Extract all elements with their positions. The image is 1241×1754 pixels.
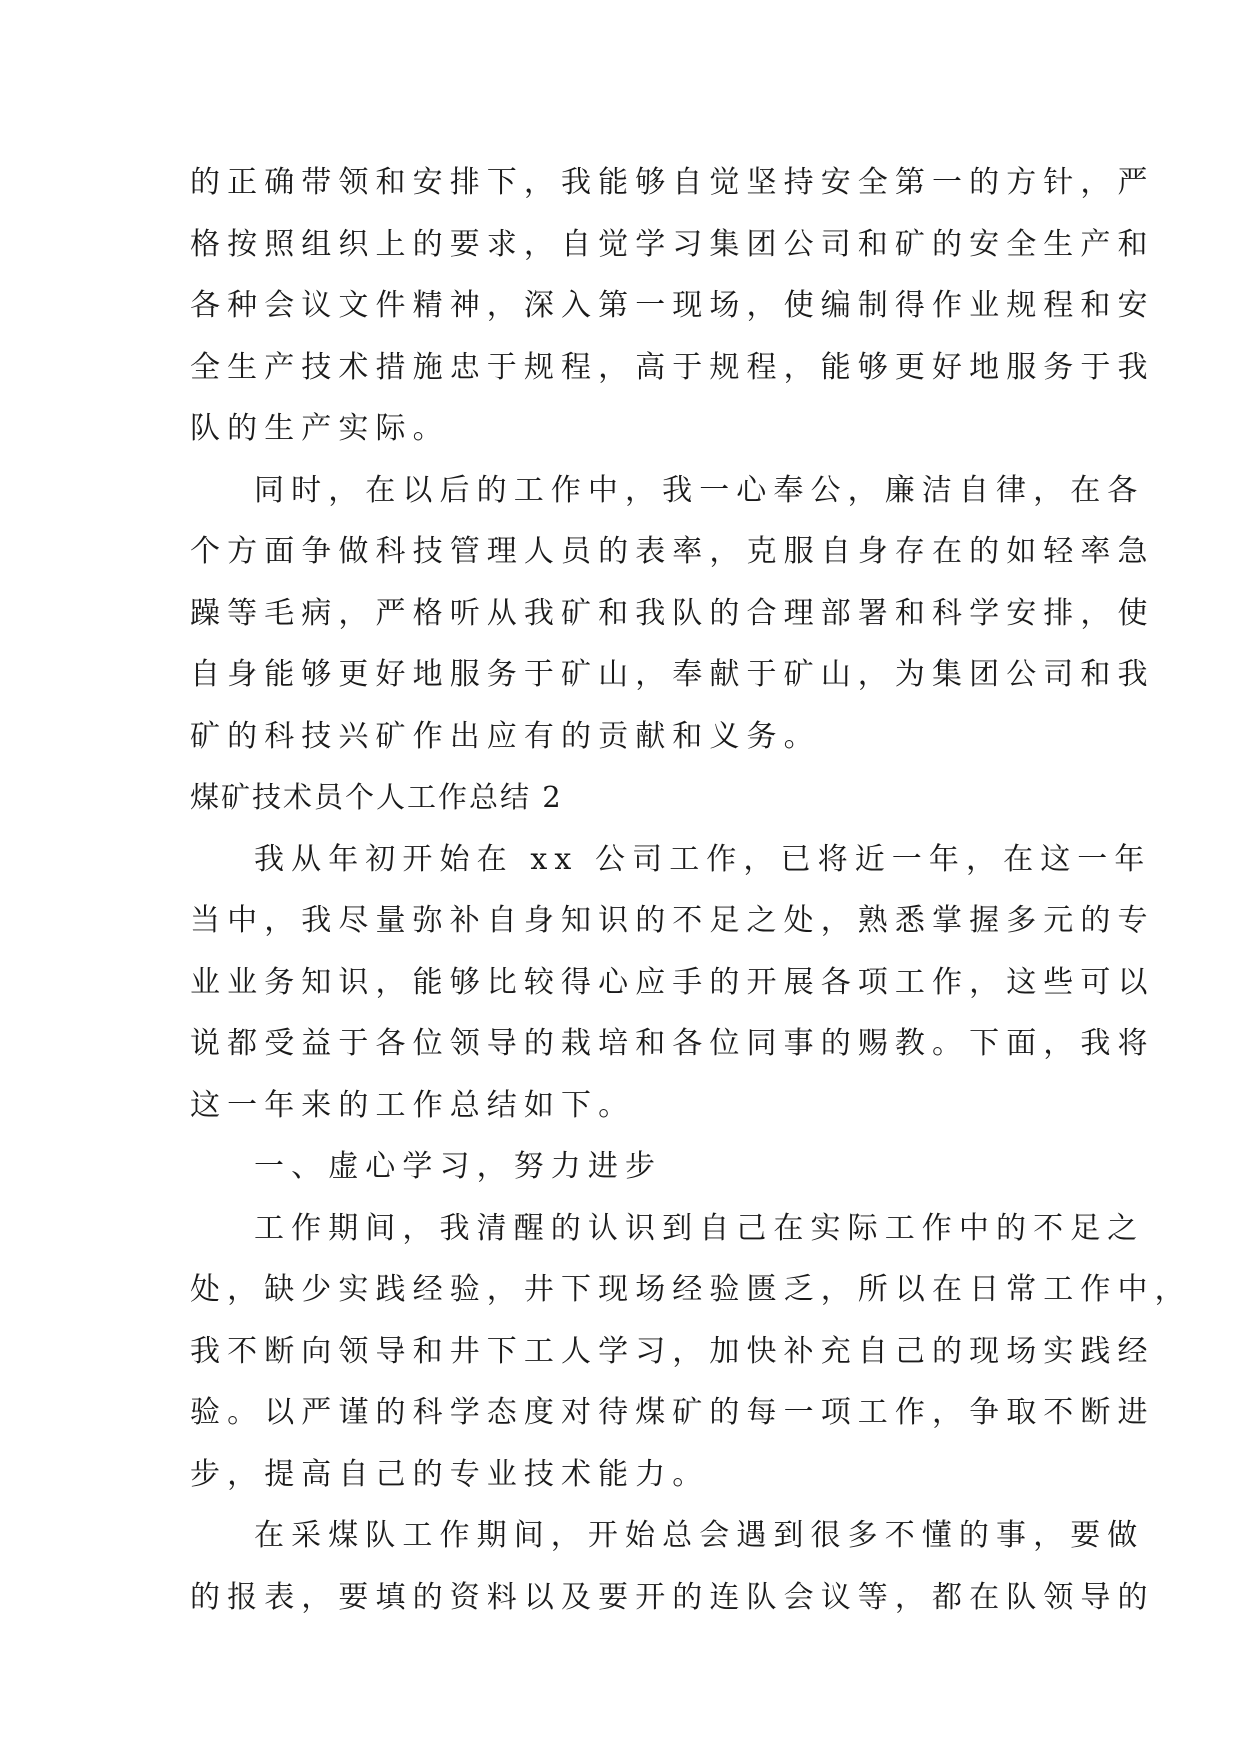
text-line: 业业务知识，能够比较得心应手的开展各项工作，这些可以 [190, 964, 1155, 1000]
text-line: 在采煤队工作期间，开始总会遇到很多不懂的事，要做 [254, 1518, 1145, 1553]
text-line: 队的生产实际。 [190, 411, 450, 446]
text-line: 处，缺少实践经验，井下现场经验匮乏，所以在日常工作中， [190, 1272, 1192, 1307]
text-line: 当中，我尽量弥补自身知识的不足之处，熟悉掌握多元的专 [190, 903, 1155, 938]
text-line: 我不断向领导和井下工人学习，加快补充自己的现场实践经 [190, 1333, 1155, 1369]
text-line: 同时，在以后的工作中，我一心奉公，廉洁自律，在各 [254, 472, 1145, 508]
text-line: 各种会议文件精神，深入第一现场，使编制得作业规程和安 [190, 288, 1155, 323]
text-line: 的报表，要填的资料以及要开的连队会议等，都在队领导的 [190, 1579, 1155, 1615]
text-line: 个方面争做科技管理人员的表率，克服自身存在的如轻率急 [190, 534, 1155, 569]
text-line: 步，提高自己的专业技术能力。 [190, 1456, 710, 1492]
text-line: 格按照组织上的要求，自觉学习集团公司和矿的安全生产和 [190, 226, 1155, 262]
text-line: 的正确带领和安排下，我能够自觉坚持安全第一的方针，严 [190, 165, 1155, 200]
document-page [190, 152, 1192, 1628]
text-line: 矿的科技兴矿作出应有的贡献和义务。 [190, 718, 821, 754]
text-line: 我从年初开始在 xx 公司工作，已将近一年，在这一年 [254, 841, 1152, 877]
text-line: 自身能够更好地服务于矿山，奉献于矿山，为集团公司和我 [190, 657, 1155, 692]
text-line: 工作期间，我清醒的认识到自己在实际工作中的不足之 [254, 1210, 1145, 1246]
text-line: 躁等毛病，严格听从我矿和我队的合理部署和科学安排，使 [190, 595, 1155, 631]
subsection-heading: 一、虚心学习，努力进步 [254, 1149, 663, 1184]
text-line: 验。以严谨的科学态度对待煤矿的每一项工作，争取不断进 [190, 1395, 1155, 1430]
text-line: 说都受益于各位领导的栽培和各位同事的赐教。下面，我将 [190, 1026, 1155, 1061]
text-line: 这一年来的工作总结如下。 [190, 1087, 636, 1123]
section-heading: 煤矿技术员个人工作总结 2 [190, 780, 563, 814]
text-line: 全生产技术措施忠于规程，高于规程，能够更好地服务于我 [190, 349, 1155, 385]
